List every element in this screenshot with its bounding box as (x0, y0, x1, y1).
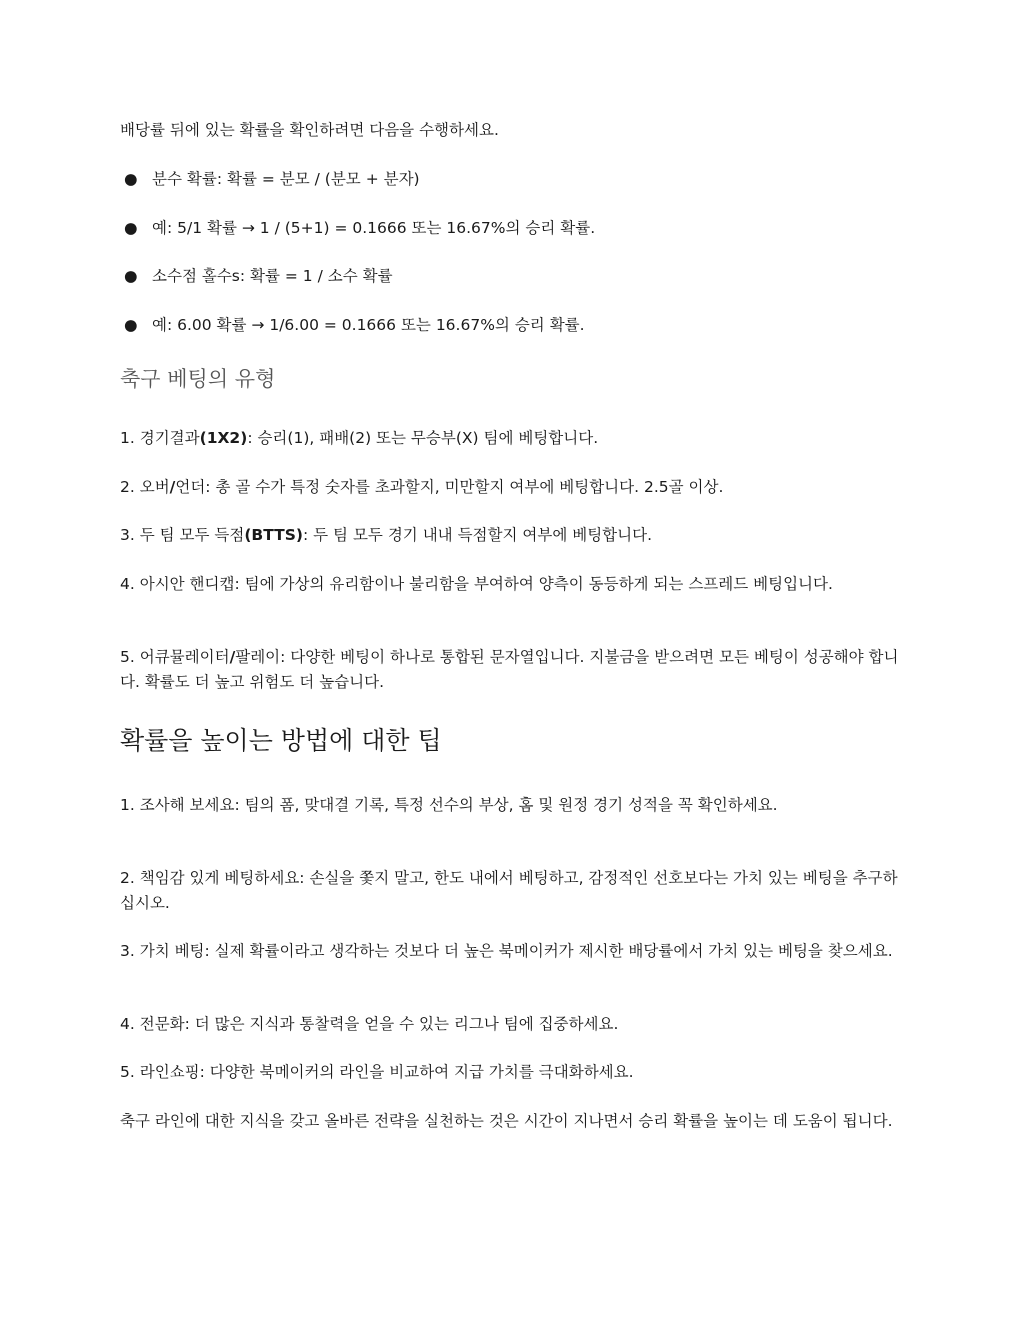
bullet-item (124, 167, 420, 192)
bullet-icon: ● (124, 316, 138, 334)
item-text: 언더: 총 골 수가 특정 숫자를 초과할지, 미만할지 여부에 베팅합니다. 2.5골 이상. (175, 478, 724, 496)
bullet-icon: ● (124, 219, 138, 237)
item-text: 3. 두 팀 모두 득점 (120, 526, 245, 544)
item-bold-text: / (169, 478, 176, 496)
item-text: : 승리(1), 패배(2) 또는 무승부(X) 팀에 베팅합니다. (247, 429, 599, 447)
bullet-item (124, 313, 585, 338)
betting-type-item (120, 475, 910, 500)
bullet-item (124, 216, 596, 241)
bullet-text: 예: 6.00 확률 → 1/6.00 = 0.1666 또는 16.67%의 승리 확률. (152, 316, 585, 334)
item-text: : 두 팀 모두 경기 내내 득점할지 여부에 베팅합니다. (303, 526, 653, 544)
bullet-text: 분수 확률: 확률 = 분모 / (분모 + 분자) (152, 170, 420, 188)
tip-item: 4. 전문화: 더 많은 지식과 통찰력을 얻을 수 있는 리그나 팀에 집중하세요. (120, 1015, 619, 1033)
tip-item: 5. 라인쇼핑: 다양한 북메이커의 라인을 비교하여 지급 가치를 극대화하세요. (120, 1063, 634, 1081)
tip-item: 2. 책임감 있게 베팅하세요: 손실을 쫓지 말고, 한도 내에서 베팅하고, 감정적인 선호보다는 가치 있는 베팅을 추구하십시오. (120, 869, 898, 912)
section-heading-betting-types: 축구 베팅의 유형 (120, 367, 276, 391)
item-bold-text: (1X2) (199, 429, 248, 447)
item-bold-text: (BTTS) (244, 526, 303, 544)
bullet-text: 소수점 홀수s: 확률 = 1 / 소수 확률 (152, 267, 393, 285)
section-heading-tips: 확률을 높이는 방법에 대한 팁 (120, 726, 442, 755)
conclusion-paragraph: 축구 라인에 대한 지식을 갖고 올바른 전략을 실천하는 것은 시간이 지나면서 승리 확률을 높이는 데 도움이 됩니다. (120, 1112, 893, 1130)
bullet-item (124, 264, 393, 289)
bullet-text: 예: 5/1 확률 → 1 / (5+1) = 0.1666 또는 16.67%의 승리 확률. (152, 219, 596, 237)
item-text: 2. 오버 (120, 478, 170, 496)
bullet-icon: ● (124, 267, 138, 285)
betting-type-item (120, 645, 910, 695)
betting-type-item (120, 426, 910, 451)
item-bold-text: / (229, 648, 236, 666)
item-text: 5. 어큐뮬레이터 (120, 648, 230, 666)
betting-type-item: 4. 아시안 핸디캡: 팀에 가상의 유리함이나 불리함을 부여하여 양측이 동등하게 되는 스프레드 베팅입니다. (120, 575, 833, 593)
tip-item: 1. 조사해 보세요: 팀의 폼, 맞대결 기록, 특정 선수의 부상, 홈 및 원정 경기 성적을 꼭 확인하세요. (120, 796, 778, 814)
intro-paragraph: 배당률 뒤에 있는 확률을 확인하려면 다음을 수행하세요. (120, 121, 499, 139)
item-text: 1. 경기결과 (120, 429, 200, 447)
betting-type-item (120, 523, 910, 548)
bullet-icon: ● (124, 170, 138, 188)
item-text: 팔레이: 다양한 베팅이 하나로 통합된 문자열입니다. 지불금을 받으려면 모든 베팅이 성공해야 합니다. 확률도 더 높고 위험도 더 높습니다. (120, 648, 899, 691)
tip-item: 3. 가치 베팅: 실제 확률이라고 생각하는 것보다 더 높은 북메이커가 제시한 배당률에서 가치 있는 베팅을 찾으세요. (120, 942, 893, 960)
